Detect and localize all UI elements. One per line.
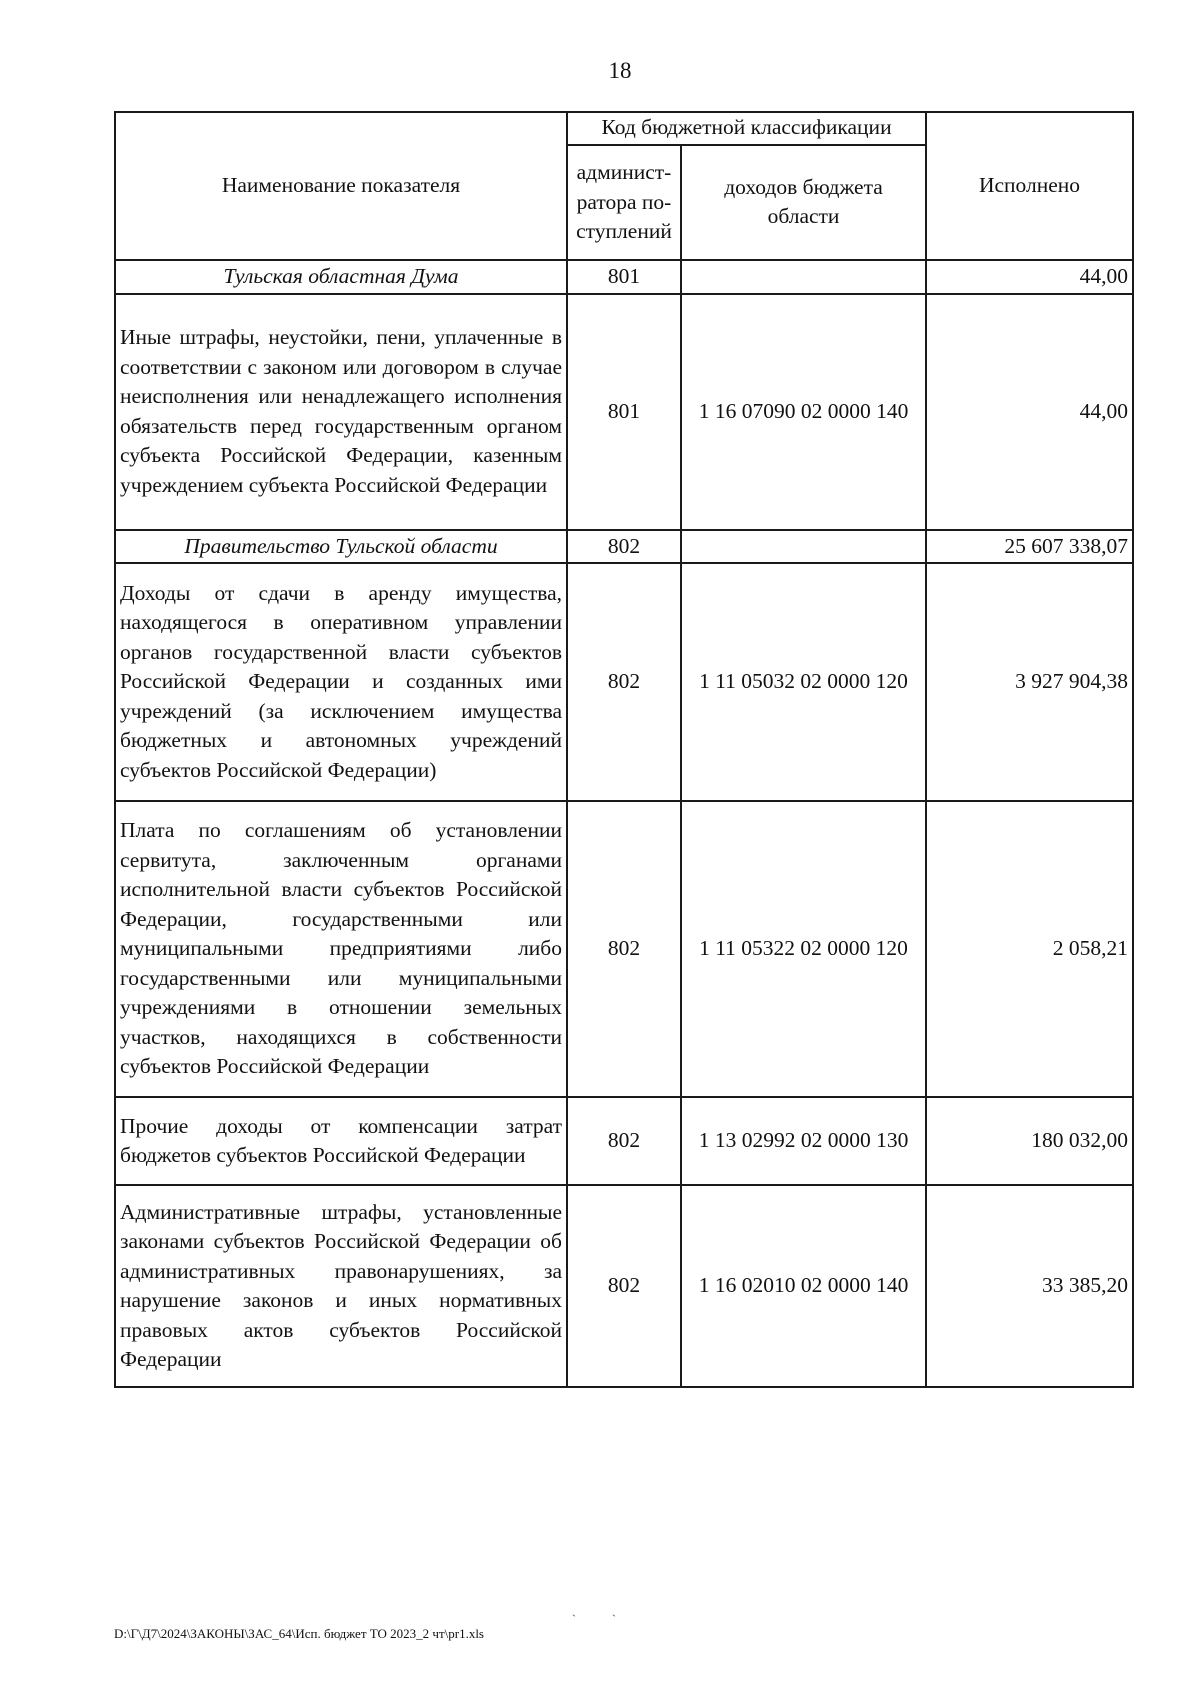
table-row — [115, 1185, 1133, 1387]
executed-amount: 3 927 904,38 — [926, 563, 1133, 801]
table-row — [115, 801, 1133, 1097]
executed-amount: 44,00 — [926, 260, 1133, 294]
admin-code: 801 — [567, 260, 681, 294]
header-executed: Исполнено — [926, 112, 1133, 260]
file-path-footer: D:\Г\Д7\2024\ЗАКОНЫ\ЗАС_64\Исп. бюджет ТО 2023_2 чт\pr1.xls — [114, 1626, 484, 1641]
indicator-name: Прочие доходы от компенсации затрат бюджетов субъектов Российской Федерации — [115, 1097, 567, 1185]
indicator-name: Административные штрафы, установленные законами субъектов Российской Федерации об административных правонарушениях, за нарушение законов и иных нормативных правовых актов субъектов Российской Федерации — [115, 1185, 567, 1387]
header-code-group: Код бюджетной классификации — [567, 112, 926, 145]
admin-code: 802 — [567, 1097, 681, 1185]
executed-amount: 25 607 338,07 — [926, 530, 1133, 564]
budget-execution-table — [114, 111, 1134, 1388]
org-name: Правительство Тульской области — [115, 530, 567, 564]
indicator-name: Плата по соглашениям об установлении сервитута, заключенным органами исполнительной власти субъектов Российской Федерации, государственными или муниципальными предприятиями либо государственными или муниципальными учреждениями в отношении земельных участков, находящихся в собственности субъектов Российской Федерации — [115, 801, 567, 1097]
revenue-code — [681, 530, 926, 564]
indicator-name: Доходы от сдачи в аренду имущества, находящегося в оперативном управлении органов государственной власти субъектов Российской Федерации и созданных ими учреждений (за исключением имущества бюджетных и автономных учреждений субъектов Российской Федерации) — [115, 563, 567, 801]
revenue-code: 1 16 02010 02 0000 140 — [681, 1185, 926, 1387]
scan-speck: ˎ — [572, 1603, 576, 1617]
revenue-code: 1 11 05032 02 0000 120 — [681, 563, 926, 801]
executed-amount: 2 058,21 — [926, 801, 1133, 1097]
executed-amount: 180 032,00 — [926, 1097, 1133, 1185]
admin-code: 802 — [567, 1185, 681, 1387]
header-name: Наименование показателя — [115, 112, 567, 260]
indicator-name: Иные штрафы, неустойки, пени, уплаченные в соответствии с законом или договором в случае неисполнения или ненадлежащего исполнения обязательств перед государственным органом субъекта Российской Федерации, казенным учреждением субъекта Российской Федерации — [115, 294, 567, 530]
revenue-code: 1 16 07090 02 0000 140 — [681, 294, 926, 530]
revenue-code: 1 11 05322 02 0000 120 — [681, 801, 926, 1097]
executed-amount: 33 385,20 — [926, 1185, 1133, 1387]
executed-amount: 44,00 — [926, 294, 1133, 530]
admin-code: 802 — [567, 530, 681, 564]
admin-code: 802 — [567, 563, 681, 801]
header-revenue: доходов бюджета области — [681, 145, 926, 260]
scan-speck: ˏ — [612, 1603, 616, 1617]
org-name: Тульская областная Дума — [115, 260, 567, 294]
revenue-code — [681, 260, 926, 294]
revenue-code: 1 13 02992 02 0000 130 — [681, 1097, 926, 1185]
page-number: 18 — [608, 58, 632, 83]
table-row — [115, 563, 1133, 801]
header-row — [115, 112, 1133, 145]
table-row — [115, 260, 1133, 294]
table-row — [115, 294, 1133, 530]
admin-code: 802 — [567, 801, 681, 1097]
table-row — [115, 530, 1133, 564]
header-admin: админист-ратора по-ступлений — [567, 145, 681, 260]
admin-code: 801 — [567, 294, 681, 530]
table-row — [115, 1097, 1133, 1185]
